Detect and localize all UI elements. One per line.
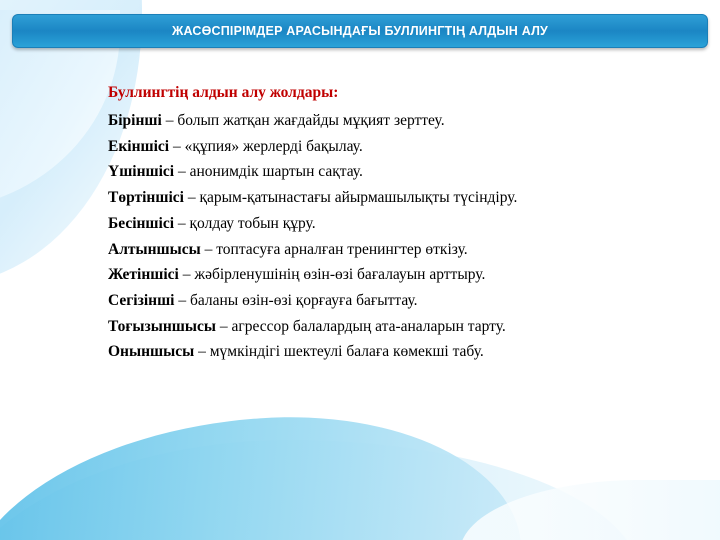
list-item — [72, 160, 638, 184]
list-item — [72, 109, 638, 133]
list-item-label: Жетіншісі — [108, 266, 179, 284]
list-item-text: – баланы өзін-өзі қорғауға бағыттау. — [174, 291, 418, 309]
list-item-text: – агрессор балалардың ата-аналарын тарту. — [215, 317, 506, 335]
slide-body — [72, 84, 638, 366]
list-item-text: – «құпия» жерлерді бақылау. — [169, 137, 363, 155]
list-item — [72, 212, 638, 236]
list-item-text: – топтасуға арналған тренингтер өткізу. — [200, 240, 468, 258]
list-item-text: – мүмкіндігі шектеулі балаға көмекші табу. — [194, 343, 484, 361]
list-item-text: – жәбірленушінің өзін-өзі бағалауын арттыру. — [178, 266, 486, 284]
list-item-text: – қолдау тобын құру. — [174, 214, 316, 232]
list-item-label: Сегізінші — [108, 291, 175, 309]
list-item-label: Үшіншісі — [108, 163, 175, 181]
list-item — [72, 289, 638, 313]
list-item — [72, 263, 638, 287]
list-item-label: Екіншісі — [108, 137, 170, 155]
list-item-label: Алтыншысы — [108, 240, 201, 258]
list-item-text: – анонимдік шартын сақтау. — [174, 163, 363, 181]
list-item — [72, 135, 638, 159]
list-item — [72, 186, 638, 210]
list-item-label: Төртіншісі — [108, 189, 184, 207]
section-heading: Буллингтің алдын алу жолдары: — [108, 84, 339, 101]
slide-title-bar — [12, 14, 708, 48]
list-item-label: Бесіншісі — [108, 214, 175, 232]
list-item — [72, 238, 638, 262]
slide-title: ЖАСӨСПІРІМДЕР АРАСЫНДАҒЫ БУЛЛИНГТІҢ АЛДЫН АЛУ — [171, 24, 549, 38]
list-item-label: Оныншысы — [108, 343, 195, 361]
list-item — [72, 315, 638, 339]
list-item-label: Бірінші — [108, 112, 162, 129]
decorative-wave-bottom-front — [0, 401, 528, 540]
list-item — [72, 340, 638, 364]
list-item-text: – болып жатқан жағдайды мұқият зерттеу. — [161, 112, 445, 129]
list-item-label: Тоғызыншысы — [108, 317, 216, 335]
list-item-text: – қарым-қатынастағы айырмашылықты түсіндіру. — [183, 189, 518, 207]
